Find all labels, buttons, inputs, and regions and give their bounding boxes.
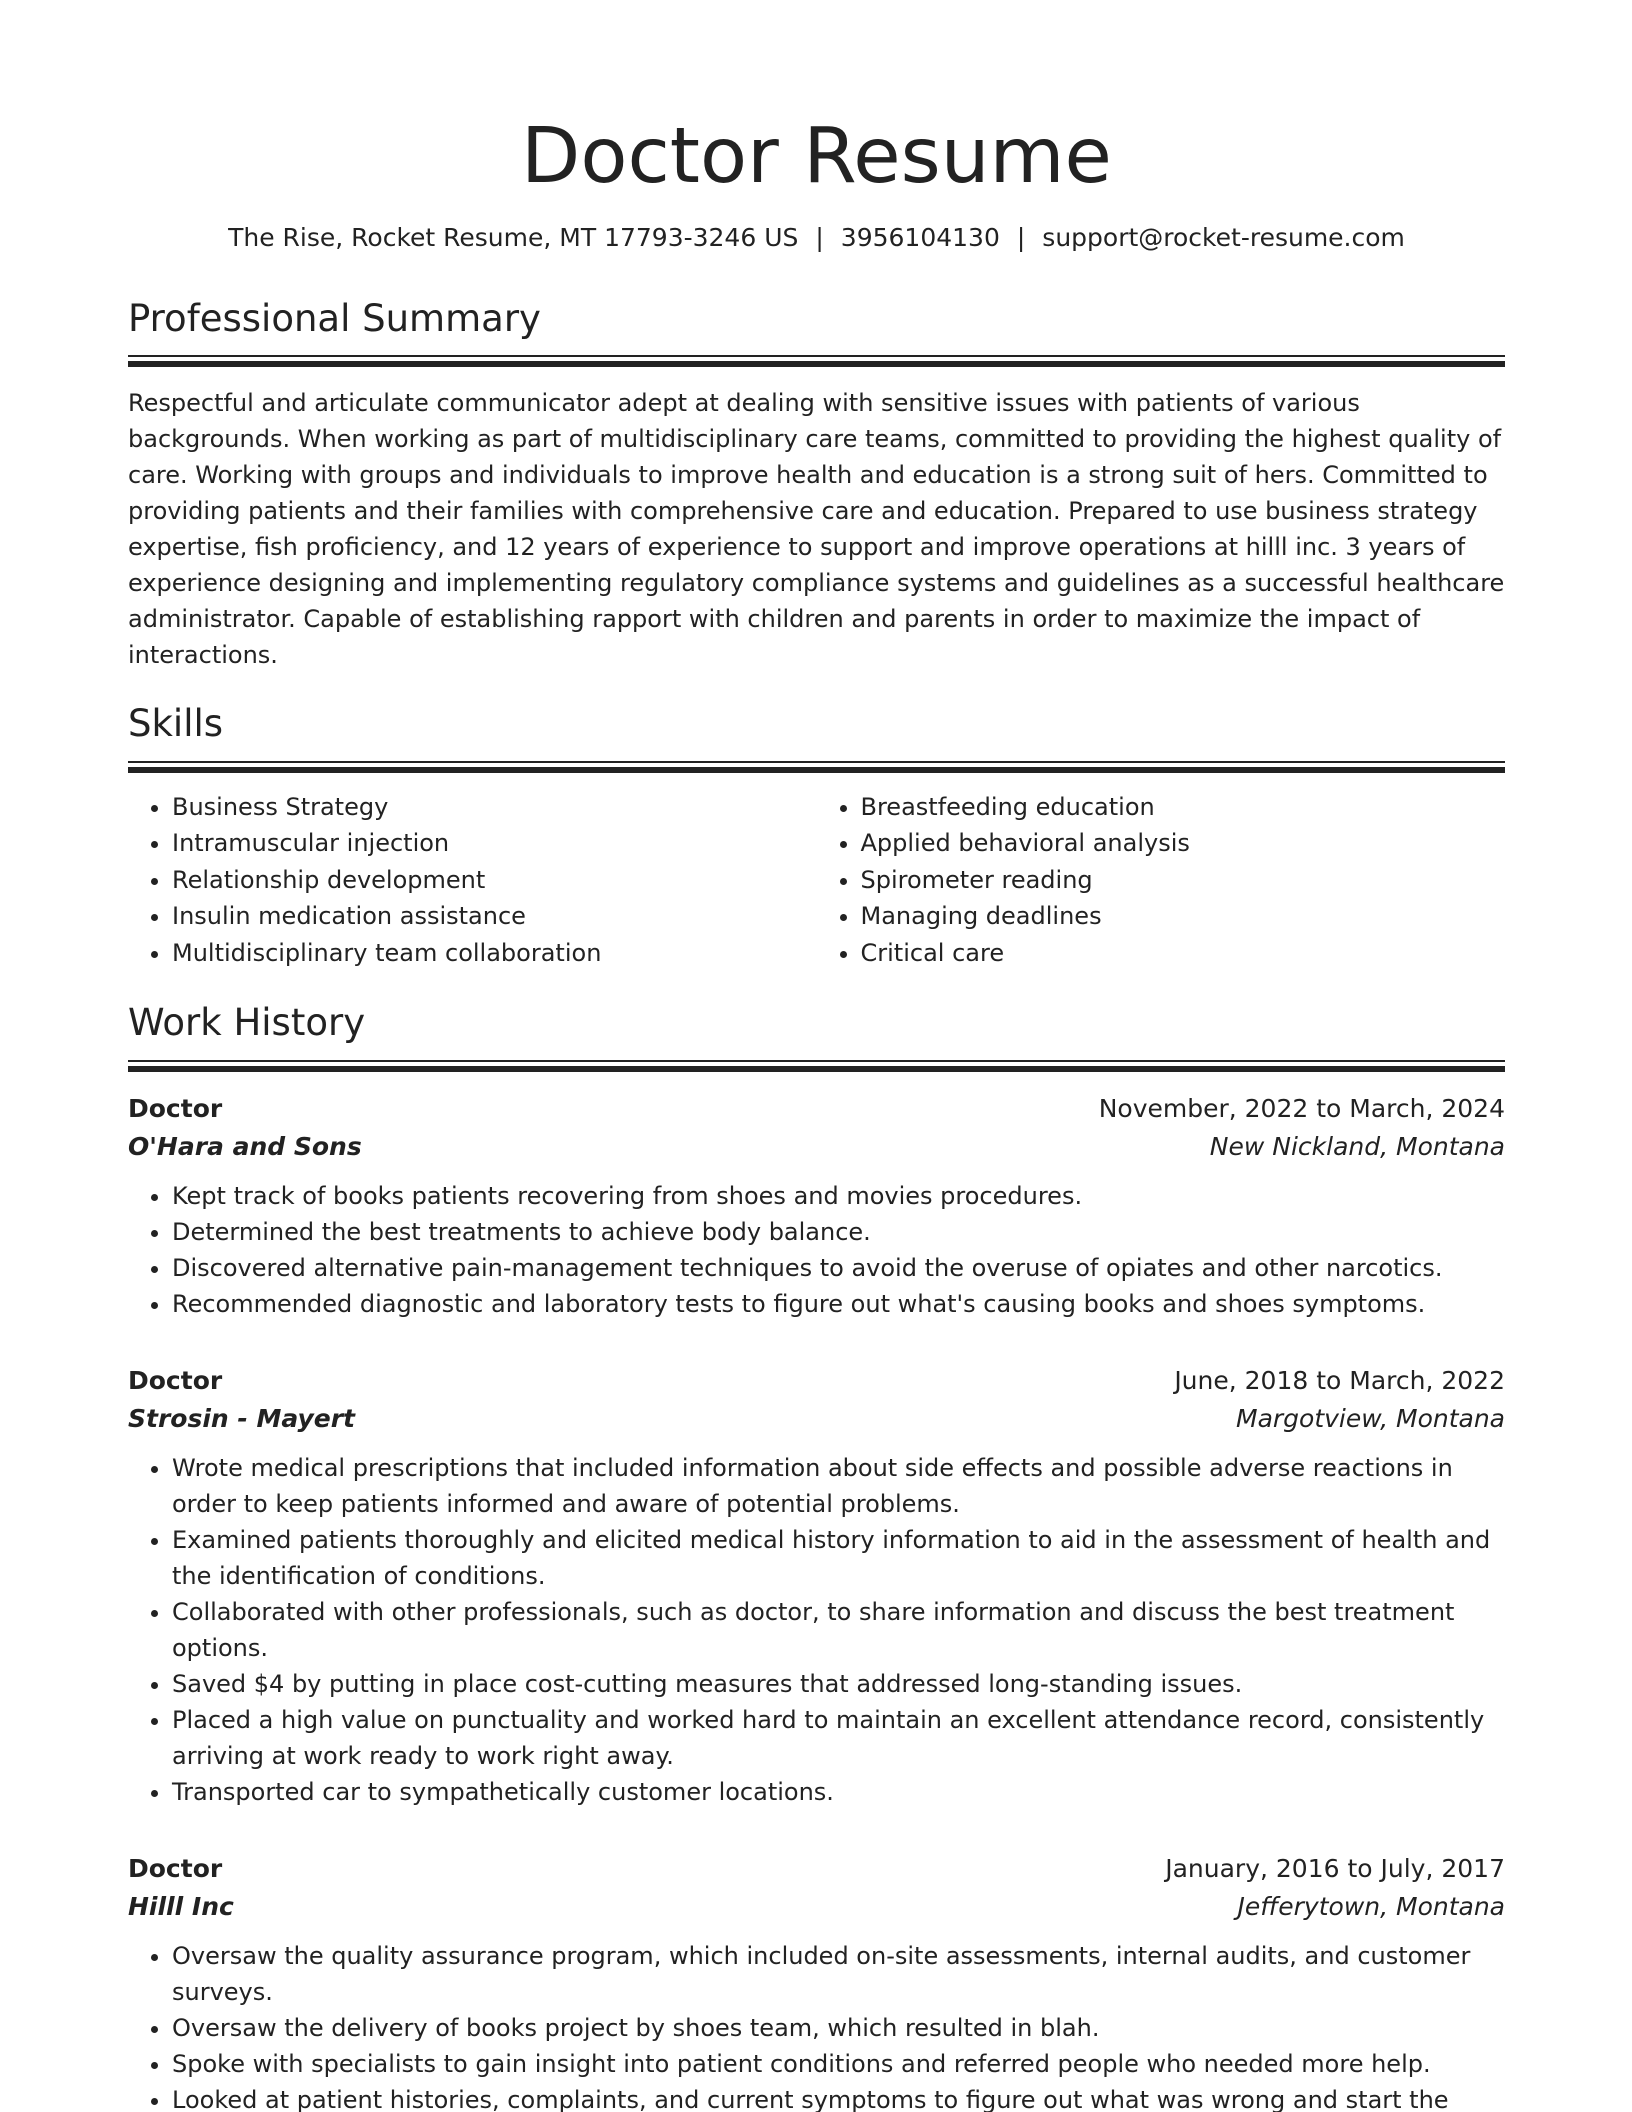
job-company: O'Hara and Sons [128,1131,362,1161]
job-location: New Nickland, Montana [1209,1131,1505,1161]
job-bullet: • Spoke with specialists to gain insight into patient conditions and referred people who needed more help. [172,2046,1505,2082]
job-bullet: • Examined patients thoroughly and elicited medical history information to aid in the assessment of health and the identification of conditions. [172,1522,1505,1594]
skills-section [128,702,1505,971]
job-title: Doctor [128,1365,223,1395]
job-bullet: • Wrote medical prescriptions that included information about side effects and possible adverse reactions in order to keep patients informed and aware of potential problems. [172,1450,1505,1522]
job-bullet: • Kept track of books patients recovering from shoes and movies procedures. [172,1178,1505,1214]
job-bullet: • Determined the best treatments to achieve body balance. [172,1214,1505,1250]
job-bullet: • Saved $4 by putting in place cost-cutting measures that addressed long-standing issues. [172,1666,1505,1702]
section-title-work-history: Work History [128,1001,366,1045]
job-location: Margotview, Montana [1236,1403,1505,1433]
contact-line [128,223,1505,253]
contact-separator: | [815,223,824,252]
summary-section [128,297,1505,673]
skills-columns [128,789,1505,972]
job-bullet: • Oversaw the delivery of books project by shoes team, which resulted in blah. [172,2010,1505,2046]
job-company: Hilll Inc [128,1891,234,1921]
section-title-summary: Professional Summary [128,297,541,340]
contact-email: support@rocket-resume.com [1042,223,1405,252]
section-divider [128,355,1505,367]
skill-item: • Spirometer reading [861,862,1506,899]
job-location: Jefferytown, Montana [1237,1891,1505,1921]
job-title: Doctor [128,1853,223,1883]
job-header [128,1362,1505,1400]
section-divider [128,761,1505,773]
contact-phone: 3956104130 [840,223,1000,252]
section-divider [128,1060,1505,1072]
skill-item: • Managing deadlines [861,898,1506,935]
work-history-section [128,1001,1505,2112]
job-entry [128,1850,1505,2112]
job-entry [128,1362,1505,1810]
skills-list-left [128,789,817,972]
job-subheader [128,1128,1505,1166]
job-bullet: • Placed a high value on punctuality and worked hard to maintain an excellent attendance record, consistently arriving at work ready to work right away. [172,1702,1505,1774]
skill-item: • Relationship development [172,862,817,899]
contact-separator: | [1016,223,1026,252]
job-dates: November, 2022 to March, 2024 [1098,1093,1505,1123]
section-title-skills: Skills [128,702,224,746]
summary-text: Respectful and articulate communicator adept at dealing with sensitive issues with patients of various backgrounds. When working as part of multidisciplinary care teams, committed to providing the highest quality of care. Working with groups and individuals to improve health and education is a strong suit of hers. Committed to providing patients and their families with comprehensive care and education. Prepared to use business strategy expertise, fish proficiency, and 12 years of experience to support and improve operations at hilll inc. 3 years of experience designing and implementing regulatory compliance systems and guidelines as a successful healthcare administrator. Capable of establishing rapport with children and parents in order to maximize the impact of interactions. [128,389,1505,670]
job-bullet: • Recommended diagnostic and laboratory tests to figure out what's causing books and shoes symptoms. [172,1286,1505,1322]
job-bullet: • Discovered alternative pain-management techniques to avoid the overuse of opiates and other narcotics. [172,1250,1505,1286]
job-bullets [128,1938,1505,2112]
job-bullets [128,1178,1505,1322]
skill-item: • Critical care [861,935,1506,972]
skills-list-right [817,789,1506,972]
job-bullet: • Looked at patient histories, complaints, and current symptoms to figure out what was wrong and start the [172,2082,1505,2112]
job-title: Doctor [128,1093,223,1123]
job-bullet: • Oversaw the quality assurance program, which included on-site assessments, internal audits, and customer surveys. [172,1938,1505,2010]
skill-item: • Applied behavioral analysis [861,825,1506,862]
skill-item: • Insulin medication assistance [172,898,817,935]
job-dates: January, 2016 to July, 2017 [1165,1853,1505,1883]
job-subheader [128,1400,1505,1438]
skill-item: • Business Strategy [172,789,817,826]
contact-address: The Rise, Rocket Resume, MT 17793-3246 US [228,223,799,252]
job-header [128,1090,1505,1128]
job-dates: June, 2018 to March, 2022 [1174,1365,1505,1395]
job-subheader [128,1888,1505,1926]
job-header [128,1850,1505,1888]
job-bullet: • Collaborated with other professionals, such as doctor, to share information and discuss the best treatment options. [172,1594,1505,1666]
job-company: Strosin - Mayert [128,1403,356,1433]
job-bullets [128,1450,1505,1810]
skill-item: • Intramuscular injection [172,825,817,862]
job-entry [128,1090,1505,1322]
skill-item: • Breastfeeding education [861,789,1506,826]
skill-item: • Multidisciplinary team collaboration [172,935,817,972]
resume-name: Doctor Resume [521,112,1112,201]
job-bullet: • Transported car to sympathetically customer locations. [172,1774,1505,1810]
